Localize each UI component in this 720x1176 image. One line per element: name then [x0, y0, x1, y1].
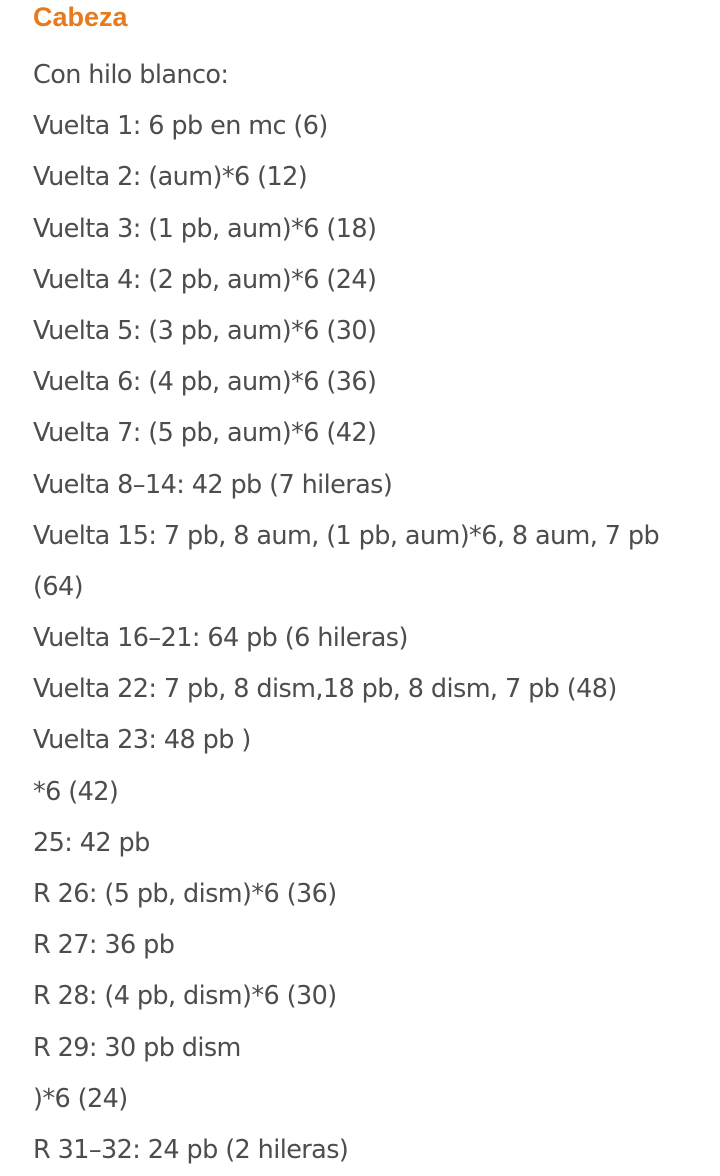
- instruction-line: Vuelta 2: (aum)*6 (12): [33, 162, 308, 193]
- instruction-line: Vuelta 23: 48 pb ): [33, 725, 251, 756]
- instruction-line: 25: 42 pb: [33, 827, 150, 858]
- instruction-line: Vuelta 8–14: 42 pb (7 hileras): [33, 469, 393, 500]
- instruction-line: Vuelta 6: (4 pb, aum)*6 (36): [33, 367, 377, 398]
- instruction-line: R 31–32: 24 pb (2 hileras): [33, 1134, 349, 1165]
- instruction-line: Vuelta 5: (3 pb, aum)*6 (30): [33, 315, 377, 346]
- instruction-line: Vuelta 16–21: 64 pb (6 hileras): [33, 623, 408, 654]
- instruction-line: Vuelta 4: (2 pb, aum)*6 (24): [33, 264, 377, 295]
- instruction-line: R 26: (5 pb, dism)*6 (36): [33, 879, 337, 910]
- instruction-list: [33, 50, 703, 1176]
- instruction-line: R 29: 30 pb dism: [33, 1032, 241, 1063]
- instruction-line: Vuelta 22: 7 pb, 8 dism,18 pb, 8 dism, 7 pb (48): [33, 674, 617, 705]
- instruction-line: *6 (42): [33, 776, 119, 807]
- instruction-line: R 27: 36 pb: [33, 930, 175, 961]
- instruction-line: )*6 (24): [33, 1083, 128, 1114]
- instruction-line: Vuelta 3: (1 pb, aum)*6 (18): [33, 213, 377, 244]
- instruction-line: Vuelta 7: (5 pb, aum)*6 (42): [33, 418, 377, 449]
- instruction-line: Vuelta 1: 6 pb en mc (6): [33, 111, 328, 142]
- instruction-line: Vuelta 15: 7 pb, 8 aum, (1 pb, aum)*6, 8 aum, 7 pb (64): [33, 520, 660, 602]
- instruction-line: Con hilo blanco:: [33, 60, 229, 90]
- section-title: Cabeza: [33, 2, 128, 32]
- instruction-line: R 28: (4 pb, dism)*6 (30): [33, 981, 337, 1012]
